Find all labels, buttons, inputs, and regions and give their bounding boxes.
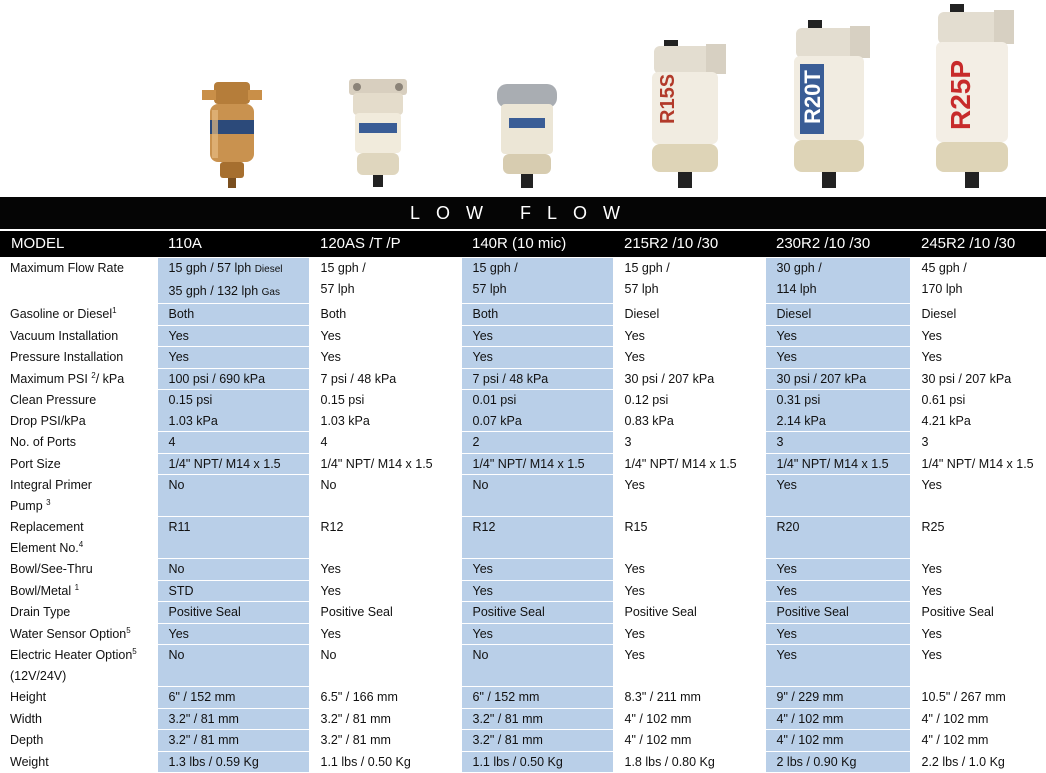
table-cell: 4" / 102 mm [765,708,910,730]
table-cell: Yes [461,580,613,602]
table-cell: 10.5" / 267 mm [910,687,1046,709]
header-model-4: 215R2 /10 /30 [613,231,765,258]
table-cell: Yes [613,645,765,687]
table-cell: No [461,645,613,687]
table-cell: 9" / 229 mm [765,687,910,709]
row-label: Weight [0,751,157,773]
row-label: Replacement Element No.$^4$ [0,517,157,559]
table-cell: Yes [765,347,910,369]
table-cell: Yes [613,475,765,517]
table-row [0,687,1046,709]
table-cell: R12 [461,517,613,559]
table-cell: Both [309,304,461,326]
table-cell: Yes [309,559,461,581]
table-cell: Yes [157,623,309,645]
row-label: Maximum PSI $^2$/ kPa [0,368,157,390]
row-label: Gasoline or Diesel$^1$ [0,304,157,326]
table-row [0,645,1046,687]
table-cell: 1/4" NPT/ M14 x 1.5 [613,453,765,475]
table-cell: 8.3" / 211 mm [613,687,765,709]
table-cell: Positive Seal [309,602,461,624]
table-cell: 4" / 102 mm [910,708,1046,730]
table-cell: No [309,475,461,517]
header-model-6: 245R2 /10 /30 [910,231,1046,258]
table-cell: Both [461,304,613,326]
table-cell: Yes [765,325,910,347]
table-cell: Yes [910,623,1046,645]
table-cell: Yes [765,559,910,581]
table-row [0,390,1046,432]
table-cell: 30 psi / 207 kPa [613,368,765,390]
table-cell: R12 [309,517,461,559]
row-label: Integral Primer Pump $^3$ [0,475,157,517]
table-row [0,347,1046,369]
row-label: Width [0,708,157,730]
row-label: Bowl/Metal $^1$ [0,580,157,602]
table-cell: 6" / 152 mm [157,687,309,709]
product-140r-image [491,78,563,190]
header-model-1: 110A [157,231,309,258]
table-row [0,432,1046,454]
header-model-2: 120AS /T /P [309,231,461,258]
table-cell: 3.2" / 81 mm [461,708,613,730]
table-cell: 1/4" NPT/ M14 x 1.5 [461,453,613,475]
table-cell: Yes [765,580,910,602]
table-cell: 4" / 102 mm [910,730,1046,752]
table-cell: 15 gph / 57 lph [461,258,613,304]
row-label: Bowl/See-Thru [0,559,157,581]
table-cell: No [309,645,461,687]
table-cell: Yes [765,645,910,687]
row-label: Maximum Flow Rate [0,258,157,304]
svg-text:R25P: R25P [945,59,976,130]
table-cell: Yes [765,475,910,517]
table-row [0,751,1046,773]
table-cell: R11 [157,517,309,559]
table-row [0,368,1046,390]
table-cell: 0.15 psi 1.03 kPa [309,390,461,432]
table-cell: 30 psi / 207 kPa [910,368,1046,390]
table-cell: 30 psi / 207 kPa [765,368,910,390]
table-cell: 1.1 lbs / 0.50 Kg [309,751,461,773]
table-cell: 3.2" / 81 mm [461,730,613,752]
header-model-5: 230R2 /10 /30 [765,231,910,258]
table-cell: 3.2" / 81 mm [309,708,461,730]
table-header [0,231,1046,258]
table-cell: Positive Seal [157,602,309,624]
table-cell: R15 [613,517,765,559]
table-cell: 3.2" / 81 mm [157,708,309,730]
table-cell: 30 gph / 114 lph [765,258,910,304]
svg-text:R15S: R15S [657,73,679,124]
table-cell: 4 [309,432,461,454]
table-row [0,304,1046,326]
table-cell: Yes [613,325,765,347]
table-cell: 6" / 152 mm [461,687,613,709]
table-cell: Yes [910,559,1046,581]
table-cell: 0.01 psi 0.07 kPa [461,390,613,432]
table-cell: Diesel [765,304,910,326]
table-cell: 100 psi / 690 kPa [157,368,309,390]
table-cell: Both [157,304,309,326]
table-cell: Yes [309,325,461,347]
table-cell: Positive Seal [461,602,613,624]
table-cell: Yes [910,347,1046,369]
table-cell: 3.2" / 81 mm [309,730,461,752]
table-cell: 0.61 psi 4.21 kPa [910,390,1046,432]
row-label: Drain Type [0,602,157,624]
table-row [0,559,1046,581]
table-cell: 0.12 psi 0.83 kPa [613,390,765,432]
table-row [0,517,1046,559]
table-cell: 2 [461,432,613,454]
table-cell: 3 [910,432,1046,454]
row-label: Electric Heater Option$^5$ (12V/24V) [0,645,157,687]
table-cell: Yes [157,347,309,369]
table-cell: 3 [765,432,910,454]
product-245r2-image [930,4,1016,190]
table-cell: Diesel [910,304,1046,326]
svg-text:R20T: R20T [800,70,825,124]
table-cell: 1.8 lbs / 0.80 Kg [613,751,765,773]
product-images [0,0,1046,196]
table-row [0,602,1046,624]
table-cell: STD [157,580,309,602]
table-cell: Positive Seal [613,602,765,624]
table-row [0,623,1046,645]
table-cell: 0.31 psi 2.14 kPa [765,390,910,432]
table-cell: 1/4" NPT/ M14 x 1.5 [765,453,910,475]
table-cell: R25 [910,517,1046,559]
table-row [0,708,1046,730]
table-cell: 4" / 102 mm [765,730,910,752]
table-cell: 3 [613,432,765,454]
table-cell: Diesel [613,304,765,326]
table-cell: Yes [157,325,309,347]
table-cell: Yes [613,580,765,602]
header-model-3: 140R (10 mic) [461,231,613,258]
row-label: Port Size [0,453,157,475]
table-cell: 4" / 102 mm [613,730,765,752]
table-cell: 15 gph / 57 lph [613,258,765,304]
table-cell: 1/4" NPT/ M14 x 1.5 [157,453,309,475]
table-cell: 2.2 lbs / 1.0 Kg [910,751,1046,773]
table-row [0,580,1046,602]
table-cell: Yes [613,559,765,581]
table-cell: 1.3 lbs / 0.59 Kg [157,751,309,773]
table-cell: 4" / 102 mm [613,708,765,730]
low-flow-banner: LOW FLOW [0,197,1046,229]
product-120as-image [343,75,413,190]
table-cell: 45 gph / 170 lph [910,258,1046,304]
table-row [0,258,1046,304]
table-cell: No [157,645,309,687]
table-cell: 1/4" NPT/ M14 x 1.5 [309,453,461,475]
product-110a-image [192,80,272,190]
row-label: No. of Ports [0,432,157,454]
row-label: Clean Pressure Drop PSI/kPa [0,390,157,432]
row-label: Vacuum Installation [0,325,157,347]
table-cell: 3.2" / 81 mm [157,730,309,752]
table-cell: 15 gph / 57 lph Diesel 35 gph / 132 lph Gas [157,258,309,304]
row-label: Pressure Installation [0,347,157,369]
product-230r2-image [788,20,872,190]
table-cell: 6.5" / 166 mm [309,687,461,709]
header-model-label: MODEL [0,231,157,258]
table-cell: Yes [613,347,765,369]
table-row [0,475,1046,517]
table-cell: 2 lbs / 0.90 Kg [765,751,910,773]
table-row [0,325,1046,347]
table-cell: R20 [765,517,910,559]
table-cell: Yes [910,645,1046,687]
table-cell: 1/4" NPT/ M14 x 1.5 [910,453,1046,475]
table-cell: 15 gph / 57 lph [309,258,461,304]
table-cell: Positive Seal [910,602,1046,624]
table-cell: Yes [910,580,1046,602]
table-cell: Yes [461,623,613,645]
row-label: Depth [0,730,157,752]
table-row [0,453,1046,475]
table-cell: Yes [309,347,461,369]
product-215r2-image [644,40,728,190]
table-cell: 7 psi / 48 kPa [461,368,613,390]
specification-table [0,231,1046,773]
table-cell: Yes [765,623,910,645]
table-cell: Positive Seal [765,602,910,624]
table-cell: 1.1 lbs / 0.50 Kg [461,751,613,773]
table-cell: No [157,559,309,581]
table-cell: Yes [461,347,613,369]
table-cell: No [157,475,309,517]
table-cell: Yes [309,623,461,645]
table-row [0,730,1046,752]
table-cell: Yes [461,325,613,347]
table-body [0,258,1046,773]
table-cell: 7 psi / 48 kPa [309,368,461,390]
table-cell: No [461,475,613,517]
table-cell: 4 [157,432,309,454]
table-cell: Yes [910,325,1046,347]
row-label: Height [0,687,157,709]
table-cell: 0.15 psi 1.03 kPa [157,390,309,432]
row-label: Water Sensor Option$^5$ [0,623,157,645]
table-cell: Yes [613,623,765,645]
table-cell: Yes [461,559,613,581]
table-cell: Yes [309,580,461,602]
table-cell: Yes [910,475,1046,517]
